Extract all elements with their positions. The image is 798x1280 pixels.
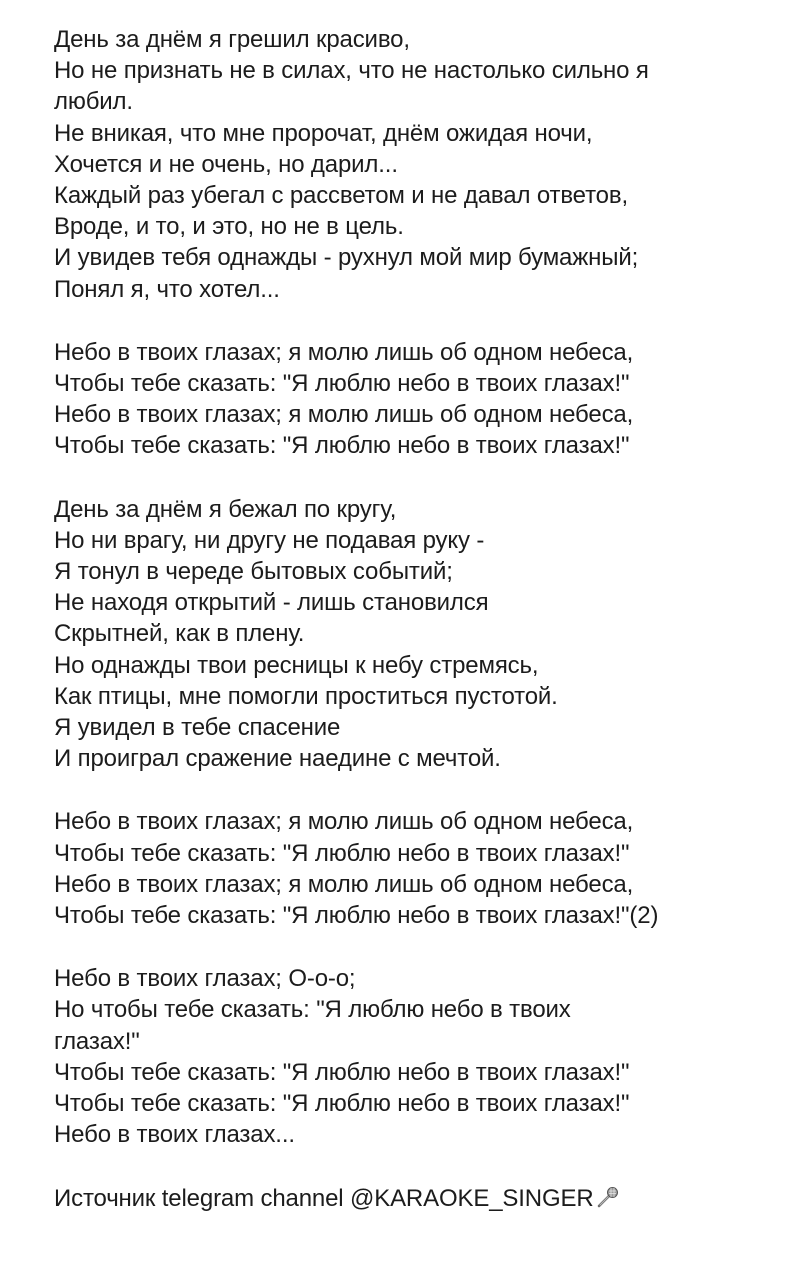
lyric-line: Небо в твоих глазах; О-о-о; bbox=[54, 965, 356, 993]
lyric-line: Но ни врагу, ни другу не подавая руку - bbox=[54, 526, 485, 554]
lyric-line: Чтобы тебе сказать: "Я люблю небо в твоих глазах!" bbox=[54, 1058, 630, 1086]
lyric-line: Чтобы тебе сказать: "Я люблю небо в твоих глазах!" bbox=[54, 839, 630, 867]
lyric-line: День за днём я грешил красиво, bbox=[54, 26, 410, 53]
lyric-line: Но однажды твои ресницы к небу стремясь, bbox=[54, 651, 539, 679]
lyric-line: Но не признать не в силах, что не настолько сильно я bbox=[54, 57, 649, 85]
lyric-line: Хочется и не очень, но дарил... bbox=[54, 150, 398, 178]
source-credit bbox=[54, 1183, 774, 1214]
lyric-line: Как птицы, мне помогли проститься пустотой. bbox=[54, 682, 558, 710]
stanza-chorus-2 bbox=[54, 806, 774, 931]
lyric-line: глазах!" bbox=[54, 1027, 140, 1055]
lyric-line: Небо в твоих глазах; я молю лишь об одном небеса, bbox=[54, 808, 634, 836]
lyric-line: Не вникая, что мне пророчат, днём ожидая ночи, bbox=[54, 119, 593, 147]
lyric-line: любил. bbox=[54, 88, 133, 116]
source-text: Источник telegram channel @KARAOKE_SINGER bbox=[54, 1184, 594, 1212]
lyric-line: Чтобы тебе сказать: "Я люблю небо в твоих глазах!" bbox=[54, 432, 630, 460]
lyric-line: Понял я, что хотел... bbox=[54, 275, 280, 303]
lyric-line: День за днём я бежал по кругу, bbox=[54, 495, 397, 523]
lyric-line: Я увидел в тебе спасение bbox=[54, 714, 341, 742]
lyric-line: Скрытней, как в плену. bbox=[54, 620, 305, 648]
lyric-line: Небо в твоих глазах; я молю лишь об одном небеса, bbox=[54, 870, 634, 898]
lyrics-container bbox=[54, 24, 774, 1214]
lyric-line: Чтобы тебе сказать: "Я люблю небо в твоих глазах!" bbox=[54, 370, 630, 398]
stanza-chorus-1 bbox=[54, 337, 774, 462]
lyric-line: Чтобы тебе сказать: "Я люблю небо в твоих глазах!"(2) bbox=[54, 902, 659, 930]
stanza-verse-2 bbox=[54, 494, 774, 775]
lyric-line: Я тонул в череде бытовых событий; bbox=[54, 558, 453, 586]
lyric-line: И проиграл сражение наедине с мечтой. bbox=[54, 745, 501, 773]
microphone-icon bbox=[596, 1185, 620, 1209]
lyric-line: Небо в твоих глазах; я молю лишь об одном небеса, bbox=[54, 338, 634, 366]
lyric-line: Небо в твоих глазах... bbox=[54, 1121, 295, 1149]
lyric-line: Не находя открытий - лишь становился bbox=[54, 589, 489, 617]
lyric-line: Вроде, и то, и это, но не в цель. bbox=[54, 213, 404, 241]
lyric-line: Чтобы тебе сказать: "Я люблю небо в твоих глазах!" bbox=[54, 1090, 630, 1118]
lyric-line: И увидев тебя однажды - рухнул мой мир бумажный; bbox=[54, 244, 639, 272]
lyric-line: Небо в твоих глазах; я молю лишь об одном небеса, bbox=[54, 401, 634, 429]
stanza-outro bbox=[54, 963, 774, 1150]
lyric-line: Каждый раз убегал с рассветом и не давал ответов, bbox=[54, 182, 628, 210]
stanza-verse-1 bbox=[54, 24, 774, 305]
lyric-line: Но чтобы тебе сказать: "Я люблю небо в твоих bbox=[54, 996, 571, 1024]
